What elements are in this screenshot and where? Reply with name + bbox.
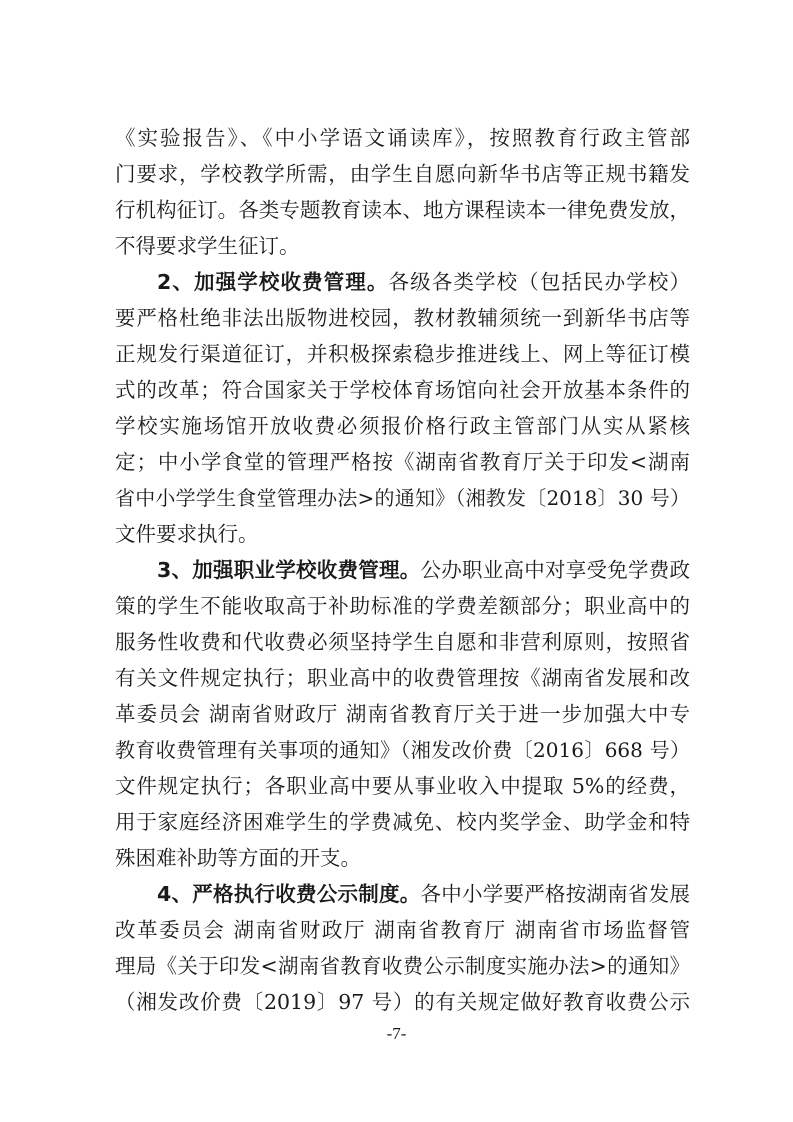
text-line: 不得要求学生征订。	[115, 234, 300, 258]
text-run: 各级各类学校（包括民办学校）	[388, 270, 690, 294]
text-line: 改革委员会 湖南省财政厅 湖南省教育厅 湖南省市场监督管	[115, 918, 690, 942]
text-line: 门要求，学校教学所需，由学生自愿向新华书店等正规书籍发	[115, 162, 690, 186]
text-line: 正规发行渠道征订，并积极探索稳步推进线上、网上等征订模	[115, 342, 690, 366]
text-line: 省中小学学生食堂管理办法>的通知》（湘教发〔2018〕30 号）	[115, 486, 690, 510]
section-heading: 2、加强学校收费管理。	[157, 270, 389, 294]
paragraph-first-line	[157, 876, 690, 912]
text-line: 教育收费管理有关事项的通知》（湘发改价费〔2016〕668 号）	[115, 738, 690, 762]
text-line: 用于家庭经济困难学生的学费减免、校内奖学金、助学金和特	[115, 810, 690, 834]
text-run: 公办职业高中对享受免学费政	[420, 558, 690, 582]
text-line: 服务性收费和代收费必须坚持学生自愿和非营利原则，按照省	[115, 630, 690, 654]
section-heading: 3、加强职业学校收费管理。	[157, 558, 421, 582]
text-line: 文件要求执行。	[115, 522, 259, 546]
section-heading: 4、严格执行收费公示制度。	[157, 882, 421, 906]
text-line: 《实验报告》、《中小学语文诵读库》，按照教育行政主管部	[115, 126, 690, 150]
paragraph-first-line	[157, 552, 690, 588]
text-line: 策的学生不能收取高于补助标准的学费差额部分；职业高中的	[115, 594, 690, 618]
text-line: 式的改革；符合国家关于学校体育场馆向社会开放基本条件的	[115, 378, 690, 402]
text-line: 文件规定执行；各职业高中要从事业收入中提取 5%的经费，	[115, 774, 690, 798]
text-line: 行机构征订。各类专题教育读本、地方课程读本一律免费发放，	[115, 198, 690, 222]
text-line: 学校实施场馆开放收费必须报价格行政主管部门从实从紧核	[115, 414, 690, 438]
text-line: 要严格杜绝非法出版物进校园，教材教辅须统一到新华书店等	[115, 306, 690, 330]
text-line: 殊困难补助等方面的开支。	[115, 846, 361, 870]
text-run: 各中小学要严格按湖南省发展	[420, 882, 690, 906]
text-line: 理局《关于印发<湖南省教育收费公示制度实施办法>的通知》	[115, 954, 690, 978]
text-line: 有关文件规定执行；职业高中的收费管理按《湖南省发展和改	[115, 666, 690, 690]
page-number: -7-	[386, 1024, 407, 1043]
text-line: 革委员会 湖南省财政厅 湖南省教育厅关于进一步加强大中专	[115, 702, 690, 726]
text-line: （湘发改价费〔2019〕97 号）的有关规定做好教育收费公示	[115, 990, 690, 1014]
text-line: 定；中小学食堂的管理严格按《湖南省教育厅关于印发<湖南	[115, 450, 690, 474]
paragraph-first-line	[157, 264, 690, 300]
